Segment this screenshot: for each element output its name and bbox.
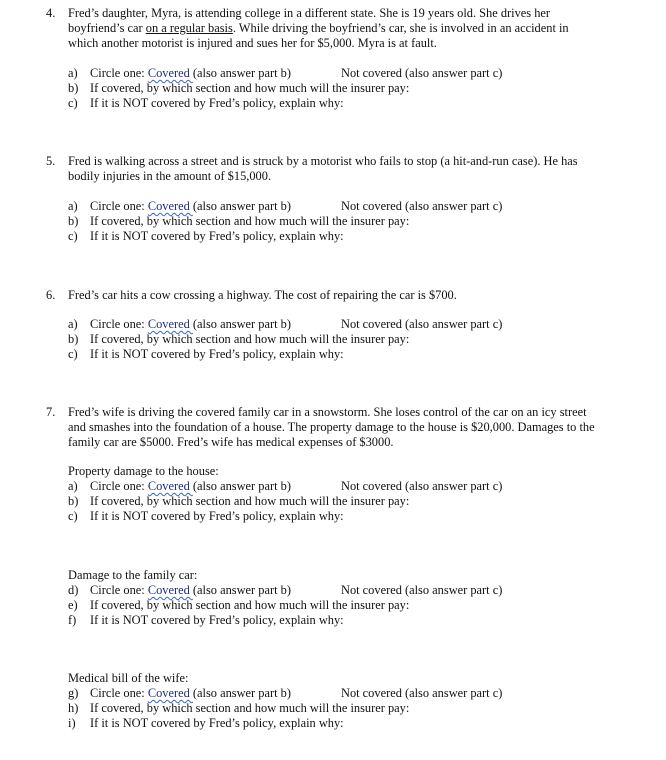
question-text: Fred’s daughter, Myra, is attending college in a different state. She is 19 years old. She drives her boyfriend’s car on a regular basis. While driving the boyfriend’s car, she is involved in an accident in which another motorist is injured and sues her for $5,000. Myra is at fault. xyxy=(68,6,569,50)
answer-line: b) If covered, by which section and how much will the insurer pay: xyxy=(68,214,410,228)
not-covered-option[interactable]: Not covered (also answer part c) xyxy=(341,686,503,700)
answer-line: h) If covered, by which section and how much will the insurer pay: xyxy=(68,701,410,715)
question-number: 7. xyxy=(46,405,56,419)
answer-line-circle: a) Circle one: Covered (also answer part b) Not covered (also answer part c) xyxy=(68,479,503,493)
covered-option[interactable]: Covered xyxy=(147,686,193,700)
group-label: Medical bill of the wife: xyxy=(68,671,189,685)
covered-option[interactable]: Covered xyxy=(147,479,193,493)
not-covered-option[interactable]: Not covered (also answer part c) xyxy=(341,317,503,331)
covered-option[interactable]: Covered xyxy=(147,66,193,80)
answer-line: i) If it is NOT covered by Fred’s policy, explain why: xyxy=(68,716,344,730)
answer-line: c) If it is NOT covered by Fred’s policy, explain why: xyxy=(68,509,344,523)
question-number: 4. xyxy=(46,6,56,20)
question-text: Fred is walking across a street and is struck by a motorist who fails to stop (a hit-and-run case). He has bodily injuries in the amount of $15,000. xyxy=(68,154,578,183)
answer-line-circle: a) Circle one: Covered (also answer part b) Not covered (also answer part c) xyxy=(68,199,503,213)
answer-line-circle: a) Circle one: Covered (also answer part b) Not covered (also answer part c) xyxy=(68,66,503,80)
covered-option[interactable]: Covered xyxy=(147,317,193,331)
answer-line: b) If covered, by which section and how much will the insurer pay: xyxy=(68,494,410,508)
answer-line: e) If covered, by which section and how much will the insurer pay: xyxy=(68,598,410,612)
not-covered-option[interactable]: Not covered (also answer part c) xyxy=(341,479,503,493)
answer-line-circle: d) Circle one: Covered (also answer part b) Not covered (also answer part c) xyxy=(68,583,503,597)
group-label: Property damage to the house: xyxy=(68,464,219,478)
answer-line: b) If covered, by which section and how much will the insurer pay: xyxy=(68,332,410,346)
question-text: Fred’s car hits a cow crossing a highway. The cost of repairing the car is $700. xyxy=(68,288,457,302)
not-covered-option[interactable]: Not covered (also answer part c) xyxy=(341,199,503,213)
question-number: 5. xyxy=(46,154,56,168)
not-covered-option[interactable]: Not covered (also answer part c) xyxy=(341,66,503,80)
question-number: 6. xyxy=(46,288,56,302)
covered-option[interactable]: Covered xyxy=(147,583,193,597)
answer-line: c) If it is NOT covered by Fred’s policy, explain why: xyxy=(68,96,344,110)
group-label: Damage to the family car: xyxy=(68,568,198,582)
answer-line: c) If it is NOT covered by Fred’s policy, explain why: xyxy=(68,229,344,243)
not-covered-option[interactable]: Not covered (also answer part c) xyxy=(341,583,503,597)
answer-line: f) If it is NOT covered by Fred’s policy, explain why: xyxy=(68,613,344,627)
question-text: Fred’s wife is driving the covered family car in a snowstorm. She loses control of the car on an icy street and smashes into the foundation of a house. The property damage to the house is $20,000. Damages to the family car are $5000. Fred’s wife has medical expenses of $3000. xyxy=(68,405,595,449)
answer-line: b) If covered, by which section and how much will the insurer pay: xyxy=(68,81,410,95)
answer-line-circle: a) Circle one: Covered (also answer part b) Not covered (also answer part c) xyxy=(68,317,503,331)
answer-line-circle: g) Circle one: Covered (also answer part b) Not covered (also answer part c) xyxy=(68,686,503,700)
answer-line: c) If it is NOT covered by Fred’s policy, explain why: xyxy=(68,347,344,361)
underlined-phrase: on a regular basis xyxy=(145,21,233,35)
covered-option[interactable]: Covered xyxy=(147,199,193,213)
